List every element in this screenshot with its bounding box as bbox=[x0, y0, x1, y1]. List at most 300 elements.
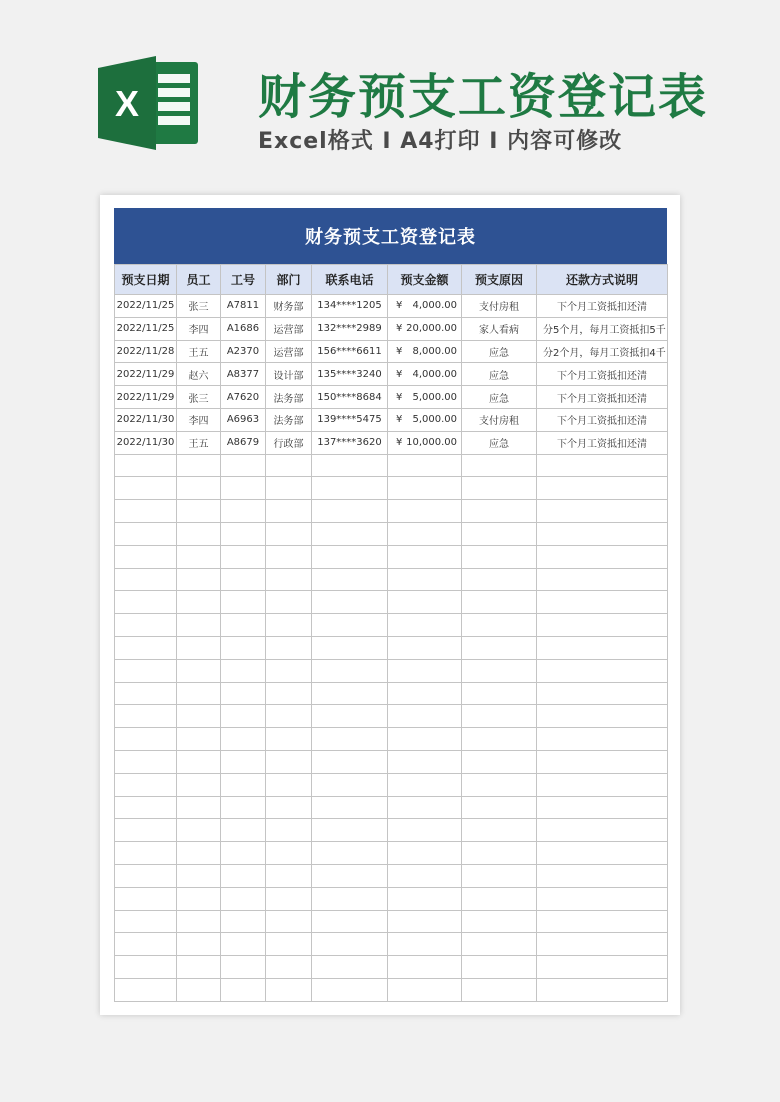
cell-amount[interactable] bbox=[388, 431, 462, 454]
empty-cell[interactable] bbox=[266, 887, 312, 910]
empty-cell[interactable] bbox=[537, 591, 668, 614]
table-row-empty bbox=[115, 978, 668, 1001]
empty-cell[interactable] bbox=[266, 682, 312, 705]
empty-cell[interactable] bbox=[388, 636, 462, 659]
table-banner: 财务预支工资登记表 bbox=[114, 208, 667, 264]
empty-cell[interactable] bbox=[221, 796, 266, 819]
cell-employee[interactable]: 赵六 bbox=[177, 363, 221, 386]
empty-cell[interactable] bbox=[221, 454, 266, 477]
col-header-department: 部门 bbox=[266, 265, 312, 295]
cell-date[interactable]: 2022/11/30 bbox=[115, 431, 177, 454]
cell-date[interactable]: 2022/11/28 bbox=[115, 340, 177, 363]
cell-employee-id[interactable]: A7811 bbox=[221, 295, 266, 318]
table-row-empty bbox=[115, 659, 668, 682]
cell-employee[interactable]: 张三 bbox=[177, 386, 221, 409]
cell-repayment[interactable]: 下个月工资抵扣还清 bbox=[537, 295, 668, 318]
cell-reason[interactable]: 应急 bbox=[462, 386, 537, 409]
table-row-empty bbox=[115, 887, 668, 910]
empty-cell[interactable] bbox=[312, 887, 388, 910]
empty-cell[interactable] bbox=[115, 978, 177, 1001]
empty-cell[interactable] bbox=[312, 750, 388, 773]
cell-repayment[interactable]: 下个月工资抵扣还清 bbox=[537, 408, 668, 431]
empty-cell[interactable] bbox=[266, 773, 312, 796]
cell-reason[interactable]: 应急 bbox=[462, 431, 537, 454]
empty-cell[interactable] bbox=[177, 454, 221, 477]
amount-value: 5,000.00 bbox=[412, 414, 457, 426]
table-row-empty bbox=[115, 568, 668, 591]
empty-cell[interactable] bbox=[115, 864, 177, 887]
empty-cell[interactable] bbox=[115, 728, 177, 751]
empty-cell[interactable] bbox=[177, 591, 221, 614]
empty-cell[interactable] bbox=[462, 842, 537, 865]
empty-cell[interactable] bbox=[462, 614, 537, 637]
empty-cell[interactable] bbox=[221, 933, 266, 956]
empty-cell[interactable] bbox=[462, 682, 537, 705]
empty-cell[interactable] bbox=[462, 750, 537, 773]
empty-cell[interactable] bbox=[177, 773, 221, 796]
empty-cell[interactable] bbox=[115, 522, 177, 545]
empty-cell[interactable] bbox=[388, 659, 462, 682]
empty-cell[interactable] bbox=[115, 705, 177, 728]
cell-repayment[interactable]: 下个月工资抵扣还清 bbox=[537, 363, 668, 386]
cell-repayment[interactable]: 下个月工资抵扣还清 bbox=[537, 431, 668, 454]
empty-cell[interactable] bbox=[177, 978, 221, 1001]
empty-cell[interactable] bbox=[115, 819, 177, 842]
cell-reason[interactable]: 应急 bbox=[462, 363, 537, 386]
cell-reason[interactable]: 家人看病 bbox=[462, 317, 537, 340]
empty-cell[interactable] bbox=[177, 545, 221, 568]
empty-cell[interactable] bbox=[312, 614, 388, 637]
empty-cell[interactable] bbox=[312, 591, 388, 614]
empty-cell[interactable] bbox=[388, 705, 462, 728]
cell-date[interactable]: 2022/11/30 bbox=[115, 408, 177, 431]
empty-cell[interactable] bbox=[266, 614, 312, 637]
empty-cell[interactable] bbox=[537, 910, 668, 933]
empty-cell[interactable] bbox=[312, 545, 388, 568]
empty-cell[interactable] bbox=[221, 819, 266, 842]
table-row-empty bbox=[115, 842, 668, 865]
currency-symbol: ¥ bbox=[396, 437, 403, 449]
cell-employee[interactable]: 张三 bbox=[177, 295, 221, 318]
empty-cell[interactable] bbox=[115, 500, 177, 523]
empty-cell[interactable] bbox=[177, 636, 221, 659]
empty-cell[interactable] bbox=[312, 568, 388, 591]
table-row-empty bbox=[115, 773, 668, 796]
spreadsheet-sheet bbox=[100, 195, 680, 1015]
empty-cell[interactable] bbox=[312, 728, 388, 751]
empty-cell[interactable] bbox=[221, 522, 266, 545]
empty-cell[interactable] bbox=[462, 568, 537, 591]
empty-cell[interactable] bbox=[312, 477, 388, 500]
col-header-amount: 预支金额 bbox=[388, 265, 462, 295]
table-row-empty bbox=[115, 454, 668, 477]
table-row-empty bbox=[115, 636, 668, 659]
table-row-empty bbox=[115, 705, 668, 728]
cell-employee-id[interactable]: A2370 bbox=[221, 340, 266, 363]
empty-cell[interactable] bbox=[115, 887, 177, 910]
empty-cell[interactable] bbox=[537, 842, 668, 865]
empty-cell[interactable] bbox=[312, 864, 388, 887]
amount-value: 10,000.00 bbox=[406, 437, 457, 449]
currency-symbol: ¥ bbox=[396, 300, 403, 312]
cell-employee-id[interactable]: A8377 bbox=[221, 363, 266, 386]
empty-cell[interactable] bbox=[388, 819, 462, 842]
empty-cell[interactable] bbox=[312, 454, 388, 477]
empty-cell[interactable] bbox=[266, 750, 312, 773]
empty-cell[interactable] bbox=[266, 796, 312, 819]
empty-cell[interactable] bbox=[177, 933, 221, 956]
table-row-empty bbox=[115, 682, 668, 705]
empty-cell[interactable] bbox=[177, 659, 221, 682]
empty-cell[interactable] bbox=[537, 545, 668, 568]
empty-cell[interactable] bbox=[266, 819, 312, 842]
col-header-reason: 预支原因 bbox=[462, 265, 537, 295]
empty-cell[interactable] bbox=[115, 614, 177, 637]
empty-cell[interactable] bbox=[462, 659, 537, 682]
amount-value: 5,000.00 bbox=[412, 391, 457, 403]
cell-employee[interactable]: 王五 bbox=[177, 431, 221, 454]
empty-cell[interactable] bbox=[221, 750, 266, 773]
cell-date[interactable]: 2022/11/29 bbox=[115, 386, 177, 409]
table-row bbox=[115, 408, 668, 431]
empty-cell[interactable] bbox=[537, 636, 668, 659]
empty-cell[interactable] bbox=[221, 773, 266, 796]
empty-cell[interactable] bbox=[221, 500, 266, 523]
empty-cell[interactable] bbox=[462, 933, 537, 956]
empty-cell[interactable] bbox=[177, 796, 221, 819]
empty-cell[interactable] bbox=[115, 659, 177, 682]
cell-amount[interactable] bbox=[388, 386, 462, 409]
cell-amount[interactable] bbox=[388, 408, 462, 431]
table-row-empty bbox=[115, 956, 668, 979]
table-row-empty bbox=[115, 522, 668, 545]
cell-department[interactable]: 法务部 bbox=[266, 408, 312, 431]
empty-cell[interactable] bbox=[266, 705, 312, 728]
empty-cell[interactable] bbox=[462, 636, 537, 659]
empty-cell[interactable] bbox=[312, 773, 388, 796]
table-row-empty bbox=[115, 796, 668, 819]
empty-cell[interactable] bbox=[115, 773, 177, 796]
empty-cell[interactable] bbox=[388, 568, 462, 591]
empty-cell[interactable] bbox=[388, 522, 462, 545]
empty-cell[interactable] bbox=[221, 659, 266, 682]
empty-cell[interactable] bbox=[266, 500, 312, 523]
empty-cell[interactable] bbox=[388, 796, 462, 819]
cell-phone[interactable]: 156****6611 bbox=[312, 340, 388, 363]
empty-cell[interactable] bbox=[115, 796, 177, 819]
cell-employee-id[interactable]: A8679 bbox=[221, 431, 266, 454]
amount-value: 4,000.00 bbox=[412, 300, 457, 312]
page-title: 财务预支工资登记表 bbox=[258, 69, 709, 125]
currency-symbol: ¥ bbox=[396, 391, 403, 403]
cell-repayment[interactable]: 下个月工资抵扣还清 bbox=[537, 386, 668, 409]
empty-cell[interactable] bbox=[537, 956, 668, 979]
empty-cell[interactable] bbox=[388, 477, 462, 500]
empty-cell[interactable] bbox=[221, 887, 266, 910]
empty-cell[interactable] bbox=[312, 682, 388, 705]
table-row bbox=[115, 340, 668, 363]
empty-cell[interactable] bbox=[537, 750, 668, 773]
cell-department[interactable]: 法务部 bbox=[266, 386, 312, 409]
empty-cell[interactable] bbox=[312, 842, 388, 865]
empty-cell[interactable] bbox=[462, 728, 537, 751]
cell-phone[interactable]: 137****3620 bbox=[312, 431, 388, 454]
empty-cell[interactable] bbox=[388, 682, 462, 705]
table-row-empty bbox=[115, 819, 668, 842]
empty-cell[interactable] bbox=[266, 910, 312, 933]
cell-employee-id[interactable]: A1686 bbox=[221, 317, 266, 340]
empty-cell[interactable] bbox=[266, 568, 312, 591]
empty-cell[interactable] bbox=[266, 522, 312, 545]
empty-cell[interactable] bbox=[115, 910, 177, 933]
table-row bbox=[115, 363, 668, 386]
empty-cell[interactable] bbox=[312, 956, 388, 979]
empty-cell[interactable] bbox=[462, 819, 537, 842]
empty-cell[interactable] bbox=[221, 728, 266, 751]
table-row bbox=[115, 317, 668, 340]
table-row-empty bbox=[115, 750, 668, 773]
empty-cell[interactable] bbox=[312, 636, 388, 659]
cell-phone[interactable]: 134****1205 bbox=[312, 295, 388, 318]
empty-cell[interactable] bbox=[115, 454, 177, 477]
empty-cell[interactable] bbox=[388, 773, 462, 796]
empty-cell[interactable] bbox=[537, 978, 668, 1001]
empty-cell[interactable] bbox=[312, 522, 388, 545]
empty-cell[interactable] bbox=[177, 682, 221, 705]
col-header-repayment: 还款方式说明 bbox=[537, 265, 668, 295]
cell-date[interactable]: 2022/11/25 bbox=[115, 317, 177, 340]
cell-amount[interactable] bbox=[388, 363, 462, 386]
empty-cell[interactable] bbox=[115, 956, 177, 979]
cell-reason[interactable]: 应急 bbox=[462, 340, 537, 363]
empty-cell[interactable] bbox=[537, 728, 668, 751]
cell-amount[interactable] bbox=[388, 340, 462, 363]
empty-cell[interactable] bbox=[221, 842, 266, 865]
empty-cell[interactable] bbox=[266, 636, 312, 659]
empty-cell[interactable] bbox=[266, 842, 312, 865]
empty-cell[interactable] bbox=[462, 887, 537, 910]
empty-cell[interactable] bbox=[266, 728, 312, 751]
empty-cell[interactable] bbox=[266, 659, 312, 682]
table-row-empty bbox=[115, 864, 668, 887]
empty-cell[interactable] bbox=[388, 864, 462, 887]
empty-cell[interactable] bbox=[537, 933, 668, 956]
empty-cell[interactable] bbox=[388, 910, 462, 933]
empty-cell[interactable] bbox=[177, 728, 221, 751]
table-row bbox=[115, 295, 668, 318]
empty-cell[interactable] bbox=[266, 477, 312, 500]
empty-cell[interactable] bbox=[177, 477, 221, 500]
empty-cell[interactable] bbox=[537, 864, 668, 887]
advance-salary-table bbox=[114, 264, 668, 1002]
empty-cell[interactable] bbox=[388, 454, 462, 477]
empty-cell[interactable] bbox=[115, 842, 177, 865]
empty-cell[interactable] bbox=[388, 545, 462, 568]
cell-repayment[interactable]: 分5个月，每月工资抵扣5千 bbox=[537, 317, 668, 340]
empty-cell[interactable] bbox=[537, 659, 668, 682]
cell-department[interactable]: 运营部 bbox=[266, 317, 312, 340]
empty-cell[interactable] bbox=[221, 636, 266, 659]
empty-cell[interactable] bbox=[221, 978, 266, 1001]
empty-cell[interactable] bbox=[537, 522, 668, 545]
empty-cell[interactable] bbox=[221, 477, 266, 500]
empty-cell[interactable] bbox=[462, 910, 537, 933]
empty-cell[interactable] bbox=[388, 978, 462, 1001]
empty-cell[interactable] bbox=[462, 522, 537, 545]
empty-cell[interactable] bbox=[312, 500, 388, 523]
empty-cell[interactable] bbox=[266, 864, 312, 887]
cell-employee-id[interactable]: A7620 bbox=[221, 386, 266, 409]
col-header-phone: 联系电话 bbox=[312, 265, 388, 295]
cell-amount[interactable] bbox=[388, 317, 462, 340]
empty-cell[interactable] bbox=[388, 728, 462, 751]
empty-cell[interactable] bbox=[388, 500, 462, 523]
table-body bbox=[115, 295, 668, 1002]
empty-cell[interactable] bbox=[221, 614, 266, 637]
cell-employee[interactable]: 李四 bbox=[177, 408, 221, 431]
empty-cell[interactable] bbox=[115, 636, 177, 659]
table-row bbox=[115, 431, 668, 454]
empty-cell[interactable] bbox=[462, 545, 537, 568]
table-row-empty bbox=[115, 933, 668, 956]
cell-reason[interactable]: 支付房租 bbox=[462, 408, 537, 431]
empty-cell[interactable] bbox=[177, 956, 221, 979]
empty-cell[interactable] bbox=[266, 933, 312, 956]
empty-cell[interactable] bbox=[177, 750, 221, 773]
empty-cell[interactable] bbox=[462, 864, 537, 887]
empty-cell[interactable] bbox=[221, 545, 266, 568]
empty-cell[interactable] bbox=[462, 978, 537, 1001]
empty-cell[interactable] bbox=[537, 796, 668, 819]
empty-cell[interactable] bbox=[177, 910, 221, 933]
empty-cell[interactable] bbox=[115, 933, 177, 956]
empty-cell[interactable] bbox=[266, 591, 312, 614]
empty-cell[interactable] bbox=[462, 591, 537, 614]
cell-department[interactable]: 行政部 bbox=[266, 431, 312, 454]
cell-repayment[interactable]: 分2个月，每月工资抵扣4千 bbox=[537, 340, 668, 363]
empty-cell[interactable] bbox=[537, 887, 668, 910]
currency-symbol: ¥ bbox=[396, 368, 403, 380]
empty-cell[interactable] bbox=[537, 614, 668, 637]
empty-cell[interactable] bbox=[266, 545, 312, 568]
empty-cell[interactable] bbox=[537, 773, 668, 796]
empty-cell[interactable] bbox=[266, 978, 312, 1001]
empty-cell[interactable] bbox=[312, 910, 388, 933]
table-row-empty bbox=[115, 614, 668, 637]
empty-cell[interactable] bbox=[221, 910, 266, 933]
empty-cell[interactable] bbox=[177, 705, 221, 728]
empty-cell[interactable] bbox=[462, 705, 537, 728]
empty-cell[interactable] bbox=[537, 477, 668, 500]
empty-cell[interactable] bbox=[388, 750, 462, 773]
empty-cell[interactable] bbox=[312, 933, 388, 956]
cell-date[interactable]: 2022/11/29 bbox=[115, 363, 177, 386]
empty-cell[interactable] bbox=[266, 454, 312, 477]
empty-cell[interactable] bbox=[177, 500, 221, 523]
empty-cell[interactable] bbox=[312, 705, 388, 728]
empty-cell[interactable] bbox=[537, 682, 668, 705]
empty-cell[interactable] bbox=[462, 477, 537, 500]
empty-cell[interactable] bbox=[537, 568, 668, 591]
cell-employee-id[interactable]: A6963 bbox=[221, 408, 266, 431]
cell-employee[interactable]: 王五 bbox=[177, 340, 221, 363]
cell-department[interactable]: 设计部 bbox=[266, 363, 312, 386]
empty-cell[interactable] bbox=[462, 500, 537, 523]
cell-phone[interactable]: 135****3240 bbox=[312, 363, 388, 386]
empty-cell[interactable] bbox=[388, 591, 462, 614]
col-header-employee-id: 工号 bbox=[221, 265, 266, 295]
empty-cell[interactable] bbox=[177, 842, 221, 865]
empty-cell[interactable] bbox=[221, 682, 266, 705]
empty-cell[interactable] bbox=[115, 477, 177, 500]
table-row-empty bbox=[115, 545, 668, 568]
empty-cell[interactable] bbox=[462, 956, 537, 979]
empty-cell[interactable] bbox=[537, 500, 668, 523]
empty-cell[interactable] bbox=[221, 568, 266, 591]
excel-logo-icon bbox=[98, 56, 202, 150]
empty-cell[interactable] bbox=[221, 705, 266, 728]
empty-cell[interactable] bbox=[388, 956, 462, 979]
cell-amount[interactable] bbox=[388, 295, 462, 318]
empty-cell[interactable] bbox=[537, 705, 668, 728]
cell-reason[interactable]: 支付房租 bbox=[462, 295, 537, 318]
table-row-empty bbox=[115, 728, 668, 751]
col-header-employee: 员工 bbox=[177, 265, 221, 295]
table-header-row bbox=[115, 265, 668, 295]
empty-cell[interactable] bbox=[537, 819, 668, 842]
empty-cell[interactable] bbox=[115, 591, 177, 614]
cell-department[interactable]: 运营部 bbox=[266, 340, 312, 363]
empty-cell[interactable] bbox=[462, 773, 537, 796]
empty-cell[interactable] bbox=[177, 522, 221, 545]
cell-employee[interactable]: 李四 bbox=[177, 317, 221, 340]
empty-cell[interactable] bbox=[537, 454, 668, 477]
empty-cell[interactable] bbox=[462, 454, 537, 477]
empty-cell[interactable] bbox=[388, 933, 462, 956]
empty-cell[interactable] bbox=[177, 864, 221, 887]
cell-department[interactable]: 财务部 bbox=[266, 295, 312, 318]
empty-cell[interactable] bbox=[115, 545, 177, 568]
empty-cell[interactable] bbox=[388, 842, 462, 865]
empty-cell[interactable] bbox=[221, 956, 266, 979]
currency-symbol: ¥ bbox=[396, 414, 403, 426]
empty-cell[interactable] bbox=[312, 819, 388, 842]
empty-cell[interactable] bbox=[312, 978, 388, 1001]
cell-phone[interactable]: 132****2989 bbox=[312, 317, 388, 340]
empty-cell[interactable] bbox=[177, 819, 221, 842]
empty-cell[interactable] bbox=[388, 614, 462, 637]
empty-cell[interactable] bbox=[115, 568, 177, 591]
cell-phone[interactable]: 150****8684 bbox=[312, 386, 388, 409]
empty-cell[interactable] bbox=[115, 750, 177, 773]
empty-cell[interactable] bbox=[221, 591, 266, 614]
empty-cell[interactable] bbox=[462, 796, 537, 819]
empty-cell[interactable] bbox=[177, 568, 221, 591]
empty-cell[interactable] bbox=[177, 887, 221, 910]
empty-cell[interactable] bbox=[221, 864, 266, 887]
table-row-empty bbox=[115, 500, 668, 523]
cell-date[interactable]: 2022/11/25 bbox=[115, 295, 177, 318]
empty-cell[interactable] bbox=[115, 682, 177, 705]
table-row-empty bbox=[115, 591, 668, 614]
empty-cell[interactable] bbox=[312, 659, 388, 682]
cell-phone[interactable]: 139****5475 bbox=[312, 408, 388, 431]
empty-cell[interactable] bbox=[266, 956, 312, 979]
empty-cell[interactable] bbox=[177, 614, 221, 637]
amount-value: 4,000.00 bbox=[412, 368, 457, 380]
empty-cell[interactable] bbox=[388, 887, 462, 910]
empty-cell[interactable] bbox=[312, 796, 388, 819]
